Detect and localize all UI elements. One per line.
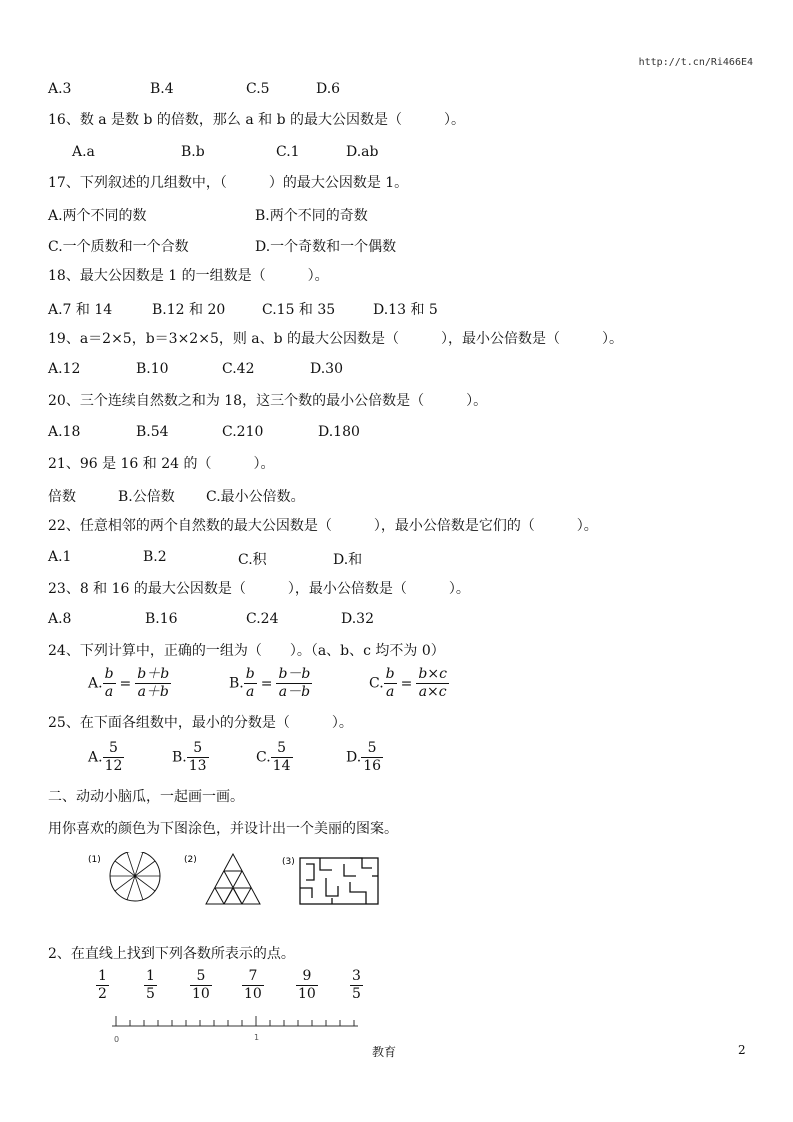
fraction-6-denominator: 5: [352, 986, 361, 1002]
q24-option-c: [369, 666, 449, 701]
q25-d-denominator: 16: [363, 758, 382, 774]
q24-c-rhs-denominator: a×c: [416, 683, 449, 701]
q25-option-c-label: C.: [256, 749, 271, 766]
q24-a-lhs-denominator: a: [103, 683, 116, 701]
q25-option-a-label: A.: [88, 749, 103, 766]
q18-option-d: D.13 和 5: [373, 302, 438, 318]
number-line-label-1: 1: [254, 1033, 260, 1042]
coloring-figures: [88, 852, 388, 908]
q25-a-numerator: 5: [109, 740, 118, 756]
fraction-2-numerator: 1: [146, 968, 155, 984]
section-2-description: 用你喜欢的颜色为下图涂色，并设计出一个美丽的图案。: [48, 821, 398, 837]
q25-option-d: [346, 740, 383, 775]
q20-option-b: B.54: [136, 424, 169, 440]
q17-option-a: A.两个不同的数: [48, 208, 147, 224]
q24-c-lhs-denominator: a: [384, 683, 397, 701]
question-25: 25、在下面各组数中，最小的分数是（ ）。: [48, 715, 353, 731]
q23-option-d: D.32: [341, 611, 374, 627]
header-url: http://t.cn/Ri466E4: [638, 57, 753, 68]
q16-option-d: D.ab: [346, 144, 379, 160]
q15-option-d: D.6: [316, 81, 341, 97]
fraction-4-denominator: 10: [244, 986, 262, 1002]
question-17: 17、下列叙述的几组数中，（ ）的最大公因数是 1。: [48, 175, 409, 191]
q22-option-a: A.1: [48, 549, 72, 565]
fraction-4-numerator: 7: [248, 968, 258, 984]
section-2-heading: 二、动动小脑瓜，一起画一画。: [48, 789, 244, 805]
q23-option-a: A.8: [48, 611, 72, 627]
q17-option-c: C.一个质数和一个合数: [48, 239, 189, 255]
q20-option-a: A.18: [48, 424, 81, 440]
q24-a-lhs-numerator: b: [104, 666, 114, 682]
q19-option-c: C.42: [222, 361, 255, 377]
q19-option-a: A.12: [48, 361, 81, 377]
q18-option-b: B.12 和 20: [152, 302, 226, 318]
q16-option-b: B.b: [181, 144, 205, 160]
question-23: 23、8 和 16 的最大公因数是（ ），最小公倍数是（ ）。: [48, 581, 470, 597]
q25-c-numerator: 5: [277, 740, 287, 756]
fraction-3-numerator: 5: [196, 968, 206, 984]
number-line-label-0: 0: [114, 1035, 120, 1044]
question-24: 24、下列计算中，正确的一组为（ ）。（a、b、c 均不为 0）: [48, 643, 445, 659]
figure-3-maze: [282, 857, 378, 904]
fraction-1: [96, 968, 109, 1003]
figure-label-2: (2): [184, 855, 197, 865]
figure-label-3: (3): [282, 857, 295, 867]
q24-option-c-label: C.: [369, 675, 384, 692]
fraction-5-numerator: 9: [302, 968, 312, 984]
question-20: 20、三个连续自然数之和为 18，这三个数的最小公倍数是（ ）。: [48, 393, 488, 409]
fraction-2: [144, 968, 157, 1003]
q15-option-c: C.5: [246, 81, 270, 97]
figure-1-circle: [88, 852, 160, 901]
equals-sign: =: [260, 675, 273, 692]
question-16: 16、数 a 是数 b 的倍数，那么 a 和 b 的最大公因数是（ ）。: [48, 112, 466, 128]
fraction-3-denominator: 10: [192, 986, 210, 1002]
q24-option-b-label: B.: [229, 675, 244, 692]
q25-c-denominator: 14: [272, 758, 291, 774]
fraction-2-denominator: 5: [146, 986, 155, 1002]
footer-center-text: 教育: [372, 1045, 397, 1059]
q16-option-c: C.1: [276, 144, 300, 160]
fraction-4: [242, 968, 264, 1003]
question-18: 18、最大公因数是 1 的一组数是（ ）。: [48, 268, 329, 284]
fraction-5: [296, 968, 318, 1003]
q24-option-a: [88, 666, 171, 701]
fraction-1-denominator: 2: [98, 986, 107, 1002]
fraction-6: [350, 968, 363, 1003]
q24-a-rhs-denominator: a＋b: [135, 683, 171, 701]
q17-option-d: D.一个奇数和一个偶数: [255, 239, 397, 255]
q20-option-c: C.210: [222, 424, 264, 440]
q25-option-a: [88, 740, 124, 775]
q21-option-b: B.公倍数: [118, 489, 175, 505]
q15-option-b: B.4: [150, 81, 174, 97]
q24-a-rhs-numerator: b＋b: [137, 666, 170, 682]
q24-c-rhs-numerator: b×c: [418, 666, 447, 682]
q25-b-denominator: 13: [188, 758, 207, 774]
q20-option-d: D.180: [318, 424, 360, 440]
q18-option-c: C.15 和 35: [262, 302, 336, 318]
q19-option-b: B.10: [136, 361, 169, 377]
number-line: [108, 1012, 368, 1044]
question-21: 21、96 是 16 和 24 的（ ）。: [48, 456, 275, 472]
q25-b-numerator: 5: [193, 740, 203, 756]
q22-option-b: B.2: [143, 549, 167, 565]
q23-option-b: B.16: [145, 611, 178, 627]
equals-sign: =: [400, 675, 413, 692]
q25-option-b: [172, 740, 209, 775]
q17-option-b: B.两个不同的奇数: [255, 208, 368, 224]
q24-b-lhs-denominator: a: [244, 683, 257, 701]
page-number: 2: [738, 1043, 746, 1057]
q21-option-c: C.最小公倍数。: [206, 489, 305, 505]
q24-b-lhs-numerator: b: [245, 666, 255, 682]
q24-b-rhs-denominator: a－b: [276, 683, 312, 701]
fraction-5-denominator: 10: [298, 986, 316, 1002]
fraction-1-numerator: 1: [98, 968, 107, 984]
q25-option-c: [256, 740, 293, 775]
q24-option-b: [229, 666, 312, 701]
q24-option-a-label: A.: [88, 675, 103, 692]
q25-d-numerator: 5: [367, 740, 377, 756]
q24-c-lhs-numerator: b: [385, 666, 395, 682]
equals-sign: =: [119, 675, 132, 692]
q16-option-a: A.a: [72, 144, 95, 160]
q23-option-c: C.24: [246, 611, 279, 627]
q15-option-a: A.3: [48, 81, 72, 97]
q22-option-c: C.积: [238, 552, 267, 568]
q19-option-d: D.30: [310, 361, 343, 377]
q25-option-b-label: B.: [172, 749, 187, 766]
q22-option-d: D.和: [333, 552, 363, 568]
q25-a-denominator: 12: [104, 758, 123, 774]
q25-option-d-label: D.: [346, 749, 362, 766]
q18-option-a: A.7 和 14: [48, 302, 113, 318]
figure-label-1: (1): [88, 855, 101, 865]
question-22: 22、任意相邻的两个自然数的最大公因数是（ ），最小公倍数是它们的（ ）。: [48, 518, 598, 534]
q21-option-a: 倍数: [48, 489, 76, 505]
fraction-6-numerator: 3: [352, 968, 361, 984]
q24-b-rhs-numerator: b－b: [278, 666, 311, 682]
fraction-3: [190, 968, 212, 1003]
question-2: 2、在直线上找到下列各数所表示的点。: [48, 946, 295, 962]
question-19: 19、a＝2×5，b＝3×2×5，则 a、b 的最大公因数是（ ），最小公倍数是（ ）。: [48, 331, 624, 347]
figure-2-triangle: [184, 854, 260, 904]
